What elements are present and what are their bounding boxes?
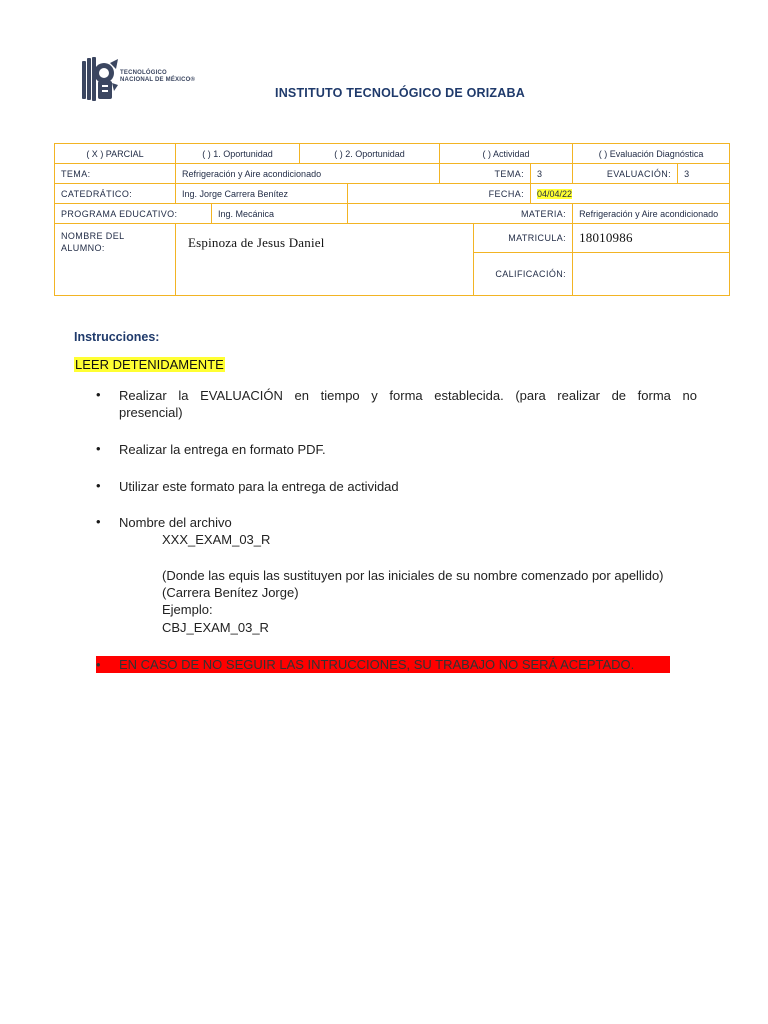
matricula-cell[interactable] [573,224,730,253]
tecnm-emblem-icon [80,55,120,103]
exam-header-form [54,143,730,296]
materia-label: MATERIA: [348,204,573,224]
nombre-label-line-2: ALUMNO: [61,243,105,253]
instruction-3: Utilizar este formato para la entrega de actividad [119,479,399,494]
tema-row [55,164,730,184]
materia-value[interactable]: Refrigeración y Aire acondicionado [573,204,730,224]
bullet-icon: • [96,514,101,529]
instruction-1-line-1: Realizar la EVALUACIÓN en tiempo y forma establecida. (para realizar de forma no [119,388,697,403]
tema-label: TEMA: [55,164,176,184]
evaluacion-label: EVALUACIÓN: [573,164,678,184]
bullet-icon: • [96,441,101,456]
instruction-4: Nombre del archivo [119,515,232,530]
matricula-value: 18010986 [579,230,633,245]
catedratico-row [55,184,730,204]
actividad-option[interactable]: ( ) Actividad [440,144,573,164]
tema-number-label: TEMA: [440,164,531,184]
calificacion-label: CALIFICACIÓN: [474,253,573,296]
programa-label: PROGRAMA EDUCATIVO: [55,204,212,224]
page-title: INSTITUTO TECNOLÓGICO DE ORIZABA [275,86,525,100]
example-value: CBJ_EXAM_03_R [162,620,269,635]
bullet-icon: • [96,387,101,402]
evaluacion-value[interactable]: 3 [678,164,730,184]
fecha-cell[interactable] [531,184,730,204]
calificacion-value[interactable] [573,253,730,296]
programa-value[interactable]: Ing. Mecánica [212,204,348,224]
instruction-1-line-2: presencial) [119,405,183,420]
logo-line-2: NACIONAL DE MÉXICO® [120,77,196,83]
parcial-option[interactable]: ( X ) PARCIAL [55,144,176,164]
catedratico-value[interactable]: Ing. Jorge Carrera Benítez [176,184,348,204]
instructions-heading: Instrucciones: [74,330,160,344]
oportunidad-2-option[interactable]: ( ) 2. Oportunidad [300,144,440,164]
catedratico-label: CATEDRÁTICO: [55,184,176,204]
file-name-note: (Donde las equis las sustituyen por las iniciales de su nombre comenzado por apellido) [162,568,664,583]
matricula-label: MATRICULA: [474,224,573,253]
bullet-icon: • [96,478,101,493]
read-carefully-label: LEER DETENIDAMENTE [75,357,224,372]
nombre-label-line-1: NOMBRE DEL [61,231,125,241]
warning-banner [96,656,670,673]
evaluation-type-row [55,144,730,164]
example-label: Ejemplo: [162,602,213,617]
tema-number-value[interactable]: 3 [531,164,573,184]
instruction-2: Realizar la entrega en formato PDF. [119,442,326,457]
diagnostica-option[interactable]: ( ) Evaluación Diagnóstica [573,144,730,164]
nombre-cell[interactable] [176,224,474,296]
alumno-row-1 [55,224,730,253]
programa-row [55,204,730,224]
warning-text: EN CASO DE NO SEGUIR LAS INTRUCCIONES, SU TRABAJO NO SERÁ ACEPTADO. [119,657,635,672]
tema-value[interactable]: Refrigeración y Aire acondicionado [176,164,440,184]
file-name-pattern: XXX_EXAM_03_R [162,532,271,547]
logo-line-1: TECNOLÓGICO [120,70,167,76]
nombre-label [55,224,176,296]
logo-text [120,70,195,84]
fecha-value: 04/04/22 [537,188,573,199]
tecnm-logo [80,55,210,103]
oportunidad-1-option[interactable]: ( ) 1. Oportunidad [176,144,300,164]
file-name-note-example-name: (Carrera Benítez Jorge) [162,585,299,600]
fecha-label: FECHA: [348,184,531,204]
warning-bullet-icon: • [96,657,101,672]
nombre-value: Espinoza de Jesus Daniel [188,235,325,250]
